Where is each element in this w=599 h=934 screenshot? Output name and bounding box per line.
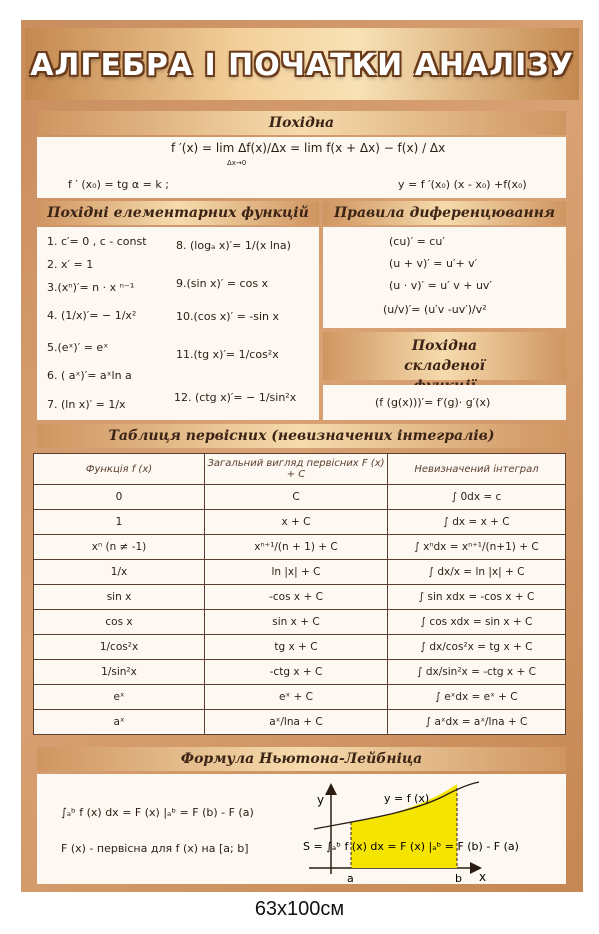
table-cell: -cos x + C [205,585,388,610]
table-row [34,685,566,710]
elementary-item: 4. (1/x)′= − 1/x² [47,309,137,322]
table-cell: sin x + C [205,610,388,635]
elementary-item: 8. (logₐ x)′= 1/(x lna) [176,239,291,252]
table-cell: x + C [205,510,388,535]
table-cell: ∫ dx/sin²x = -ctg x + C [388,660,566,685]
primitives-table [33,453,566,735]
table-row [34,485,566,510]
elementary-item: 12. (ctg x)′= − 1/sin²x [174,391,297,404]
rules-panel [323,227,566,328]
lim-subscript: Δx→0 [227,159,247,167]
elementary-panel [37,227,319,420]
elementary-item: 5.(eˣ)′ = eˣ [47,341,109,354]
tangent-line: y = f ′(x₀) (x - x₀) +f(x₀) [398,178,527,191]
b-label: b [455,872,462,884]
curve-label: y = f (x) [384,792,430,805]
table-cell: sin x [34,585,205,610]
table-cell: 1/sin²x [34,660,205,685]
table-cell: 1/x [34,560,205,585]
elementary-item: 10.(cos x)′ = -sin x [176,310,280,323]
rule-item: (cu)′ = cu′ [389,235,445,248]
table-row [34,635,566,660]
rule-item: (u/v)′= (u′v -uv′)/v² [383,303,487,316]
table-cell: xⁿ⁺¹/(n + 1) + C [205,535,388,560]
elementary-item: 11.(tg x)′= 1/cos²x [176,348,279,361]
table-cell: 0 [34,485,205,510]
table-row [34,560,566,585]
table-header-function: Функція f (x) [34,454,205,485]
section-table-header: Таблиця первісних (невизначених інтегралів) [37,424,566,448]
table-row [34,510,566,535]
elementary-item: 3.(xⁿ)′= n · x ⁿ⁻¹ [47,281,135,294]
table-cell: ∫ dx/x = ln |x| + C [388,560,566,585]
table-row [34,710,566,735]
size-label: 63x100см [254,898,345,920]
table-cell: ∫ dx/cos²x = tg x + C [388,635,566,660]
table-cell: ∫ cos xdx = sin x + C [388,610,566,635]
elementary-item: 2. x′ = 1 [47,258,94,271]
composite-panel [323,385,566,420]
table-cell: ∫ aˣdx = aˣ/lna + C [388,710,566,735]
table-cell: aˣ/lna + C [205,710,388,735]
table-cell: cos x [34,610,205,635]
composite-formula: (f (g(x)))′= f′(g)· g′(x) [375,396,491,409]
table-row [34,585,566,610]
derivative-panel [37,137,566,198]
table-cell: -ctg x + C [205,660,388,685]
a-label: a [347,872,354,884]
derivative-definition: f ′(x) = lim Δf(x)/Δx = lim f(x + Δx) − f(x) / Δx [171,141,446,155]
table-cell: ∫ sin xdx = -cos x + C [388,585,566,610]
section-composite-header: Похідна складеної [323,332,566,380]
section-rules-header: Правила диференцювання [323,201,566,225]
table-cell: aˣ [34,710,205,735]
table-cell: ∫ eˣdx = eˣ + C [388,685,566,710]
newton-formula: ∫ₐᵇ f (x) dx = F (x) |ₐᵇ = F (b) - F (a) [61,806,254,819]
elementary-item: 6. ( aˣ)′= aˣln a [47,369,132,382]
section-newton-header: Формула Ньютона-Лейбніца [37,747,566,771]
rule-item: (u · v)′ = u′ v + uv′ [389,279,492,292]
table-cell: eˣ [34,685,205,710]
table-row [34,610,566,635]
newton-graph [289,774,564,884]
page-title: АЛГЕБРА І ПОЧАТКИ АНАЛІЗУ [30,48,574,83]
table-row [34,535,566,560]
table-cell: ln |x| + C [205,560,388,585]
newton-panel [37,774,566,884]
tangent-slope: f ′ (x₀) = tg α = k ; [68,178,169,191]
table-header-row [34,454,566,485]
area-formula: S = ∫ₐᵇ f (x) dx = F (x) |ₐᵇ = F (b) - F (a) [303,840,519,853]
table-header-primitive: Загальний вигляд первісних F (x) + C [205,454,388,485]
elementary-item: 7. (ln x)′ = 1/x [47,398,126,411]
table-cell: xⁿ (n ≠ -1) [34,535,205,560]
table-cell: C [205,485,388,510]
table-cell: eˣ + C [205,685,388,710]
title-band [25,28,579,100]
table-cell: tg x + C [205,635,388,660]
table-cell: ∫ 0dx = c [388,485,566,510]
y-label: y [317,793,325,807]
elementary-item: 1. c′= 0 , c - const [47,235,147,248]
table-cell: ∫ dx = x + C [388,510,566,535]
x-label: x [479,870,487,884]
table-cell: 1/cos²x [34,635,205,660]
table-header-integral: Невизначений інтеграл [388,454,566,485]
table-row [34,660,566,685]
section-elementary-header: Похідні елементарних функцій [37,201,319,225]
table-cell: ∫ xⁿdx = xⁿ⁺¹/(n+1) + C [388,535,566,560]
table-cell: 1 [34,510,205,535]
section-derivative-header: Похідна [37,111,566,135]
newton-note: F (x) - первісна для f (x) на [a; b] [61,842,249,855]
rule-item: (u + v)′ = u′+ v′ [389,257,478,270]
elementary-item: 9.(sin x)′ = cos x [176,277,269,290]
